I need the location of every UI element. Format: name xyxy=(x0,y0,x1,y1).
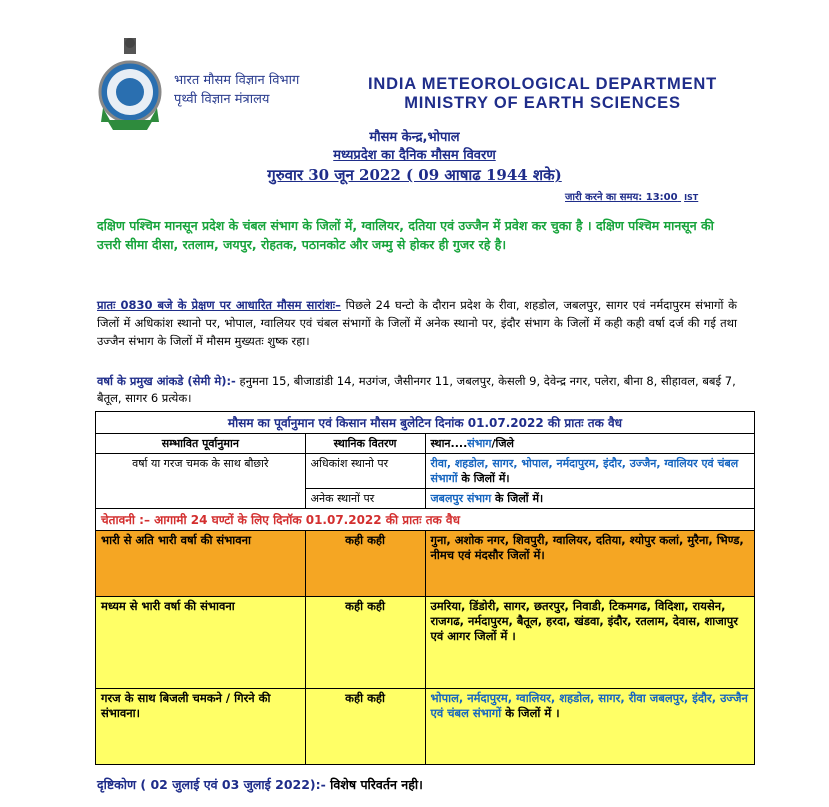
dept-name-english xyxy=(368,75,717,113)
forecast-distribution: अधिकांश स्थानो पर xyxy=(305,454,425,489)
warning-places xyxy=(425,689,755,765)
dept-name-hindi-line2: पृथ्वी विज्ञान मंत्रालय xyxy=(174,92,270,107)
col-header-places xyxy=(425,434,755,454)
dept-name-hindi xyxy=(174,71,299,109)
forecast-places-list: जबलपुर संभाग xyxy=(430,492,492,505)
dept-name-english-line1: INDIA METEOROLOGICAL DEPARTMENT xyxy=(368,75,717,93)
forecast-table xyxy=(95,411,755,765)
col-header-places-division: संभाग xyxy=(467,437,492,450)
bulletin-title: मध्यप्रदेश का दैनिक मौसम विवरण xyxy=(333,148,496,163)
forecast-places-list: रीवा, शहडोल, सागर, भोपाल, नर्मदापुरम, इंदौर, उज्जैन, ग्वालियर एवं चंबल संभागों xyxy=(430,457,739,485)
forecast-title: मौसम का पूर्वानुमान एवं किसान मौसम बुलेटिन दिनांक 01.07.2022 की प्रातः तक वैध xyxy=(96,412,755,434)
forecast-event: वर्षा या गरज चमक के साथ बौछारे xyxy=(96,454,306,509)
warning-distribution: कही कही xyxy=(305,597,425,689)
warning-event: मध्यम से भारी वर्षा की संभावना xyxy=(96,597,306,689)
warning-places: उमरिया, डिंडोरी, सागर, छतरपुर, निवाडी, टिकमगढ, विदिशा, रायसेन, राजगढ, नर्मदापुरम, बैतूल, हरदा, खंडवा, इंदौर, रतलाम, देवास, शाजापुर एवं आगर जिलों में । xyxy=(425,597,755,689)
forecast-row xyxy=(96,454,755,489)
issue-time-zone: IST xyxy=(684,193,699,202)
warning-row xyxy=(96,689,755,765)
bulletin-date: गुरुवार 30 जून 2022 ( 09 आषाढ 1944 शके) xyxy=(267,166,562,184)
outlook-value: विशेष परिवर्तन नही। xyxy=(325,777,423,792)
forecast-header-row xyxy=(96,434,755,454)
weather-summary xyxy=(97,296,737,350)
dept-name-english-line2: MINISTRY OF EARTH SCIENCES xyxy=(404,94,681,112)
forecast-places-suffix: के जिलों में। xyxy=(457,472,510,485)
warning-event: गरज के साथ बिजली चमकने / गिरने की संभावना। xyxy=(96,689,306,765)
summary-text: पिछले 24 घन्टो के दौरान प्रदेश के रीवा, शहडोल, जबलपुर, सागर एवं नर्मदापुरम संभागों के जिलों में अधिकांश स्थानो पर, भोपाल, ग्वालियर एवं चंबल संभागों के जिलों में अनेक स्थानो पर, इंदौर संभाग के जिलों में कही कही वर्षा दर्ज की गई तथा उज्जैन संभाग के जिलों में मौसम मुख्यतः शुष्क रहा। xyxy=(97,298,737,348)
rainfall-figures xyxy=(97,373,737,407)
forecast-places-suffix: के जिलों में। xyxy=(491,492,544,505)
forecast-places xyxy=(425,454,755,489)
rainfall-label: वर्षा के प्रमुख आंकडे (सेमी मे):- xyxy=(97,374,236,388)
warning-title: चेतावनी :– आगामी 24 घण्टों के लिए दिनॉक 01.07.2022 की प्रातः तक वैध xyxy=(96,509,755,531)
weather-center: मौसम केन्द्र,भोपाल xyxy=(369,130,460,145)
dept-name-hindi-line1: भारत मौसम विज्ञान विभाग xyxy=(174,73,300,88)
summary-label: प्रातः 0830 बजे के प्रेक्षण पर आधारित मौसम सारांशः– xyxy=(97,298,341,312)
col-header-places-prefix: स्थान.... xyxy=(430,437,468,450)
forecast-title-row xyxy=(96,412,755,434)
outlook xyxy=(97,776,423,793)
rainfall-text: हनुमना 15, बीजाडांडी 14, मउगंज, जैसीनगर 11, जबलपुर, केसली 9, देवेन्द्र नगर, पलेरा, बीना 8, सीहावल, बबई 7, बैतूल, सागर 6 प्रत्येक। xyxy=(97,374,736,405)
col-header-places-suffix: /जिले xyxy=(491,437,514,450)
warning-distribution: कही कही xyxy=(305,689,425,765)
forecast-places xyxy=(425,489,755,509)
warning-title-row xyxy=(96,509,755,531)
col-header-distribution: स्थानिक वितरण xyxy=(305,434,425,454)
warning-places-list: भोपाल, नर्मदापुरम, ग्वालियर, शहडोल, सागर, रीवा जबलपुर, इंदौर, उज्जैन एवं चंबल संभागों xyxy=(430,691,748,720)
warning-places-suffix: के जिलों में । xyxy=(501,706,560,720)
warning-row xyxy=(96,597,755,689)
imd-emblem xyxy=(97,38,163,134)
monsoon-status: दक्षिण पश्चिम मानसून प्रदेश के चंबल संभाग के जिलों में, ग्वालियर, दतिया एवं उज्जैन में प्रवेश कर चुका है । दक्षिण पश्चिम मानसून की उत्तरी सीमा दीसा, रतलाम, जयपुर, रोहतक, पठानकोट और जम्मु से होकर ही गुजर रहे है। xyxy=(97,218,714,252)
issue-time-label: जारी करने का समय: 13:00 xyxy=(565,192,678,203)
col-header-forecast: सम्भावित पूर्वानुमान xyxy=(96,434,306,454)
outlook-label: दृष्टिकोण ( 02 जुलाई एवं 03 जुलाई 2022):- xyxy=(97,777,326,792)
warning-row xyxy=(96,531,755,597)
warning-places: गुना, अशोक नगर, शिवपुरी, ग्वालियर, दतिया, श्योपुर कलां, मुरैना, भिण्ड, नीमच एवं मंदसौर जिलों में। xyxy=(425,531,755,597)
warning-distribution: कही कही xyxy=(305,531,425,597)
warning-event: भारी से अति भारी वर्षा की संभावना xyxy=(96,531,306,597)
issue-time xyxy=(565,189,698,203)
forecast-distribution: अनेक स्थानों पर xyxy=(305,489,425,509)
